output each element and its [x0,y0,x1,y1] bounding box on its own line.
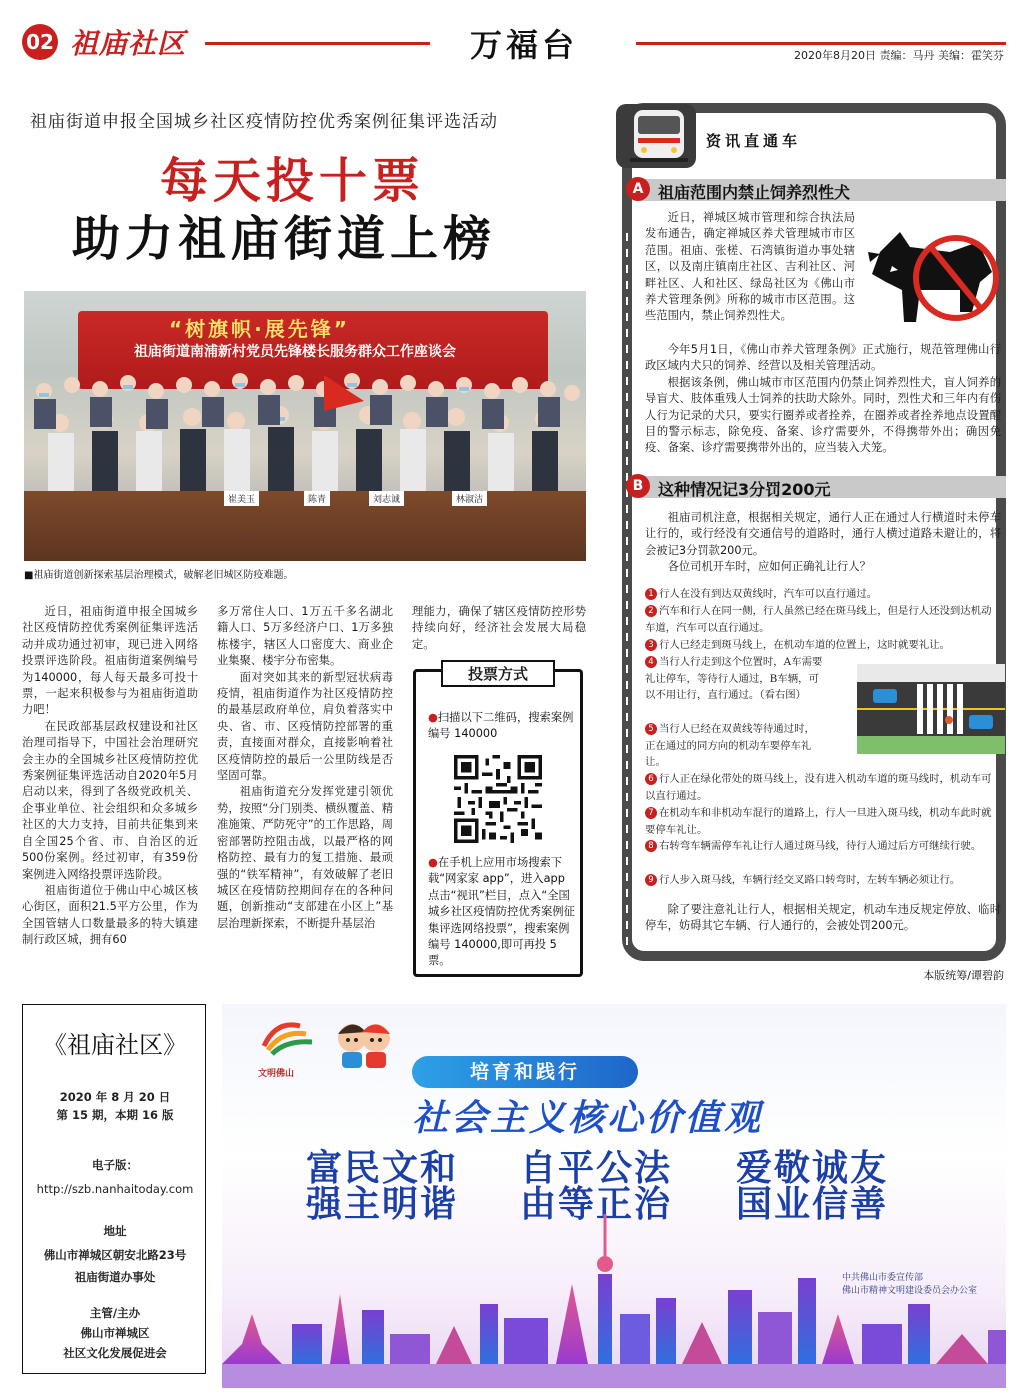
rule-number: 2 [645,605,657,617]
rule-number: 6 [645,773,657,785]
headline-red: 每天投十票 [160,153,426,209]
rule-item [645,838,1001,855]
paragraph: 理能力，确保了辖区疫情防控形势持续向好，经济社会发展大局稳定。 [412,605,586,651]
rule-text: 行人在没有到达双黄线时，汽车可以直行通过。 [659,588,878,600]
page-credit: 本版统筹/谭碧韵 [923,969,1004,982]
nameplate: 陈青 [304,491,330,506]
section-a-paragraph-1 [645,210,855,325]
rule-text: 行人步入斑马线，车辆行经交叉路口转弯时，左转车辆必须让行。 [659,874,961,886]
article-column-3 [412,604,586,653]
core-values-poster [222,1004,1006,1388]
sponsor-line-1: 佛山市禅城区 [80,1326,150,1340]
section-a-badge: A [626,177,650,201]
publication-info-box [22,1004,206,1374]
bullet-icon: ● [428,856,438,869]
section-b-conclusion [645,902,1001,935]
paragraph: 除了要注意礼让行人，根据相关规定，机动车违反规定停放、临时停车，妨碍其它车辆、行人通行的，会被处罚200元。 [645,903,1001,933]
poster-badge: 培育和践行 [412,1056,638,1088]
paragraph: 近日，禅城区城市管理和综合执法局发布通告，确定禅城区养犬管理城市市区范围。祖庙、张槎、石湾镇街道办事处辖区，以及南庄镇南庄社区、吉利社区、河畔社区、人和社区、绿岛社区为《佛山市养犬管理条例》所称的城市市区范围。这些范围内，禁止饲养烈性犬。 [645,211,855,323]
paragraph: 今年5月1日，《佛山市养犬管理条例》正式施行，规范管理佛山行政区域内犬只的饲养、经营以及相关管理活动。 [645,343,1001,373]
vote-step-2 [428,855,576,970]
wenming-foshan-logo-icon [256,1016,326,1068]
rule-number: 5 [645,723,657,735]
address-label: 地址 [103,1224,127,1238]
e-edition-url[interactable]: http://szb.nanhaitoday.com [36,1182,194,1196]
road-lane-marking [626,233,628,953]
values-group-3-row-2: 国业信善 [736,1184,889,1225]
rule-text: 行人已经走到斑马线上，在机动车道的位置上，这时就要礼让。 [659,639,950,651]
photo-caption: ■祖庙街道创新探索基层治理模式，破解老旧城区防疫难题。 [24,570,294,581]
rule-item [645,603,1001,636]
rule-number: 3 [645,639,657,651]
sponsor-line-2: 社区文化发展促进会 [63,1346,167,1360]
address-line-1: 佛山市禅城区朝安北路23号 [43,1248,187,1262]
rule-number: 7 [645,807,657,819]
section-name: 万福台 [470,26,579,64]
no-dog-icon [860,212,1002,342]
publication-title: 《祖庙社区》 [43,1031,187,1059]
logo-text: 文明佛山 [258,1069,295,1079]
news-panel-title: 资讯直通车 [706,132,802,150]
values-group-3-row-1: 爱敬诚友 [736,1148,889,1189]
section-b-badge: B [626,474,650,498]
rule-item [645,805,1001,838]
rule-text: 右转弯车辆需停车礼让行人通过斑马线，待行人通过后方可继续行驶。 [659,840,982,852]
publication-issue: 第 15 期，本期 16 版 [56,1108,174,1122]
mascot-icon [330,1016,402,1072]
rule-number: 4 [645,656,657,668]
section-a-header [632,179,1006,202]
section-a-body [645,342,1001,457]
e-edition-label: 电子版： [92,1158,138,1172]
bullet-icon: ● [428,711,438,724]
paragraph: 根据该条例，佛山城市市区范围内仍禁止饲养烈性犬，盲人饲养的导盲犬、肢体重残人士饲养的扶助犬除外。同时，烈性犬和三年内有伤人行为记录的犬只，要实行圈养或者拴养，在圈养或者拴养地点设置醒目的警示标志，除免疫、备案、诊疗需要外，不得携带外出；确因免疫、备案、诊疗需要携带外出的，应当装入犬笼。 [645,375,1001,455]
vote-box-title: 投票方式 [441,660,555,687]
poster-title: 社会主义核心价值观 [412,1098,764,1139]
paragraph: 祖庙司机注意，根据相关规定，通行人正在通过人行横道时未停车让行的，或行经没有交通信号的道路时，通行人横过道路未避让的，将会被记3分罚款200元。 [645,511,1001,557]
train-icon [616,104,696,168]
values-group-1-row-1: 富民文和 [306,1148,459,1189]
rule-text: 当行人行走到这个位置时，A车需要礼让停车，等待行人通过，B车辆，可以不用让行，直行通过。（看右图） [645,656,823,701]
publication-date: 2020 年 8 月 20 日 [59,1090,171,1104]
city-skyline-illustration [222,1214,1006,1388]
poster-org-line-2: 佛山市精神文明建设委员会办公室 [842,1286,978,1296]
masthead-rule-left [205,42,430,45]
rule-item [645,872,1001,889]
section-b-title: 这种情况记3分罚200元 [658,480,831,499]
brand-logo: 祖庙社区 [70,27,187,60]
vote-step-1 [428,710,574,743]
rule-item [645,654,825,704]
values-group-2-row-2: 由等正治 [520,1184,673,1225]
qr-code-icon[interactable] [454,755,542,843]
masthead-rule-right [636,42,1006,45]
rule-text: 在机动车和非机动车混行的道路上，行人一旦进入斑马线，机动车此时就要停车礼让。 [645,807,992,836]
address-line-2: 祖庙街道办事处 [74,1270,156,1284]
nameplate: 林淑洁 [452,491,487,506]
rule-text: 当行人已经在双黄线等待通过时，正在通过的同方向的机动车要停车礼让。 [645,723,815,768]
group-of-people [24,371,586,491]
paragraph: 在民政部基层政权建设和社区治理司指导下，中国社会治理研究会主办的全国城乡社区疫情防控优秀案例征集评选活动自2020年5月启动以来，得到了各级党政机关、企事业单位、社会组织和众多城乡社区的大力支持，目前共征集到来自全国25个省、市、自治区的近500份案例。经过初审，有359份案例进入网络投票评选阶段。 [22,719,198,881]
headline-black: 助力祖庙街道上榜 [72,211,497,267]
rule-number: 9 [645,874,657,886]
dateline: 2020年8月20日 责编：马丹 美编：霍笑芬 [794,49,1004,62]
rule-number: 8 [645,840,657,852]
page-number: 02 [22,24,58,60]
vote-step-1-text: 扫描以下二维码，搜索案例编号 140000 [428,711,574,741]
rule-item [645,586,1001,603]
nameplate: 崔美玉 [224,491,259,506]
vote-box [413,665,583,977]
nameplate: 刘志诚 [369,491,404,506]
paragraph: 面对突如其来的新型冠状病毒疫情，祖庙街道作为社区疫情防控的最基层政府单位，肩负着落实中央、省、市、区疫情防控部署的重责，直接面对群众，直接影响着社区疫情防控的最后一公里防线是否坚固可靠。 [217,670,393,783]
rule-text: 汽车和行人在同一侧，行人虽然已经在斑马线上，但是行人还没到达机动车道，汽车可以直行通过。 [645,605,992,634]
photo-banner-line2: 祖庙街道南浦新村党员先锋楼长服务群众工作座谈会 [134,344,456,360]
vote-step-2-text: 在手机上应用市场搜索下载“网家家 app”，进入app 点击“视讯”栏目，点入“全国城乡社区疫情防控优秀案例征集评选网络投票”，搜索案例编号 140000,即可再投 5 票。 [428,856,575,968]
photo-banner-line1: “树旗帜·展先锋” [169,317,350,341]
rule-item [645,637,1001,654]
sponsor-label: 主管/主办 [89,1306,141,1320]
values-group-1-row-2: 强主明谐 [306,1184,459,1225]
article-column-2 [217,604,393,932]
rule-text: 行人正在绿化带处的斑马线上，没有进入机动车道的斑马线时，机动车可以直行通过。 [645,773,992,802]
crosswalk-diagram [857,664,1005,754]
paragraph: 祖庙街道位于佛山中心城区核心街区，面积21.5平方公里，作为全国管辖人口数量最多的特大镇建制行政区城，拥有60 [22,883,198,947]
section-a-title: 祖庙范围内禁止饲养烈性犬 [658,183,851,202]
article-photo [24,291,586,561]
paragraph: 近日，祖庙街道申报全国城乡社区疫情防控优秀案例征集评选活动并成功通过初审，现已进入网络投票评选阶段。祖庙街道案例编号为140000，每人每天最多可投十票，一起来积极参与为祖庙街道助力吧！ [22,605,198,717]
section-b-intro [645,510,1001,576]
poster-org-line-1: 中共佛山市委宣传部 [842,1273,924,1283]
paragraph: 祖庙街道充分发挥党建引领优势，按照“分门别类、横纵覆盖、精准施策、严防死守”的工作思路，周密部署防控阻击战，以最严格的网格防控、最有力的复工措施、最顽强的“铁军精神”，有效破解了老旧城区在疫情防控期间存在的各种问题，创新推动“支部建在小区上”基层治理新探索，不断提升基层治 [217,785,393,930]
article-kicker: 祖庙街道申报全国城乡社区疫情防控优秀案例征集评选活动 [30,112,498,132]
paragraph: 各位司机开车时，应如何正确礼让行人？ [667,560,871,574]
paragraph: 多万常住人口、1万五千多名湖北籍人口、5万多经济户口、1万多独栋楼宇，辖区人口密度大、商业企业集聚、楼宇分布密集。 [217,605,393,668]
rule-item [645,771,1001,804]
rule-number: 1 [645,588,657,600]
values-group-2-row-1: 自平公法 [520,1148,673,1189]
article-column-1 [22,604,198,949]
section-b-header [632,476,1006,499]
rule-item [645,721,825,771]
